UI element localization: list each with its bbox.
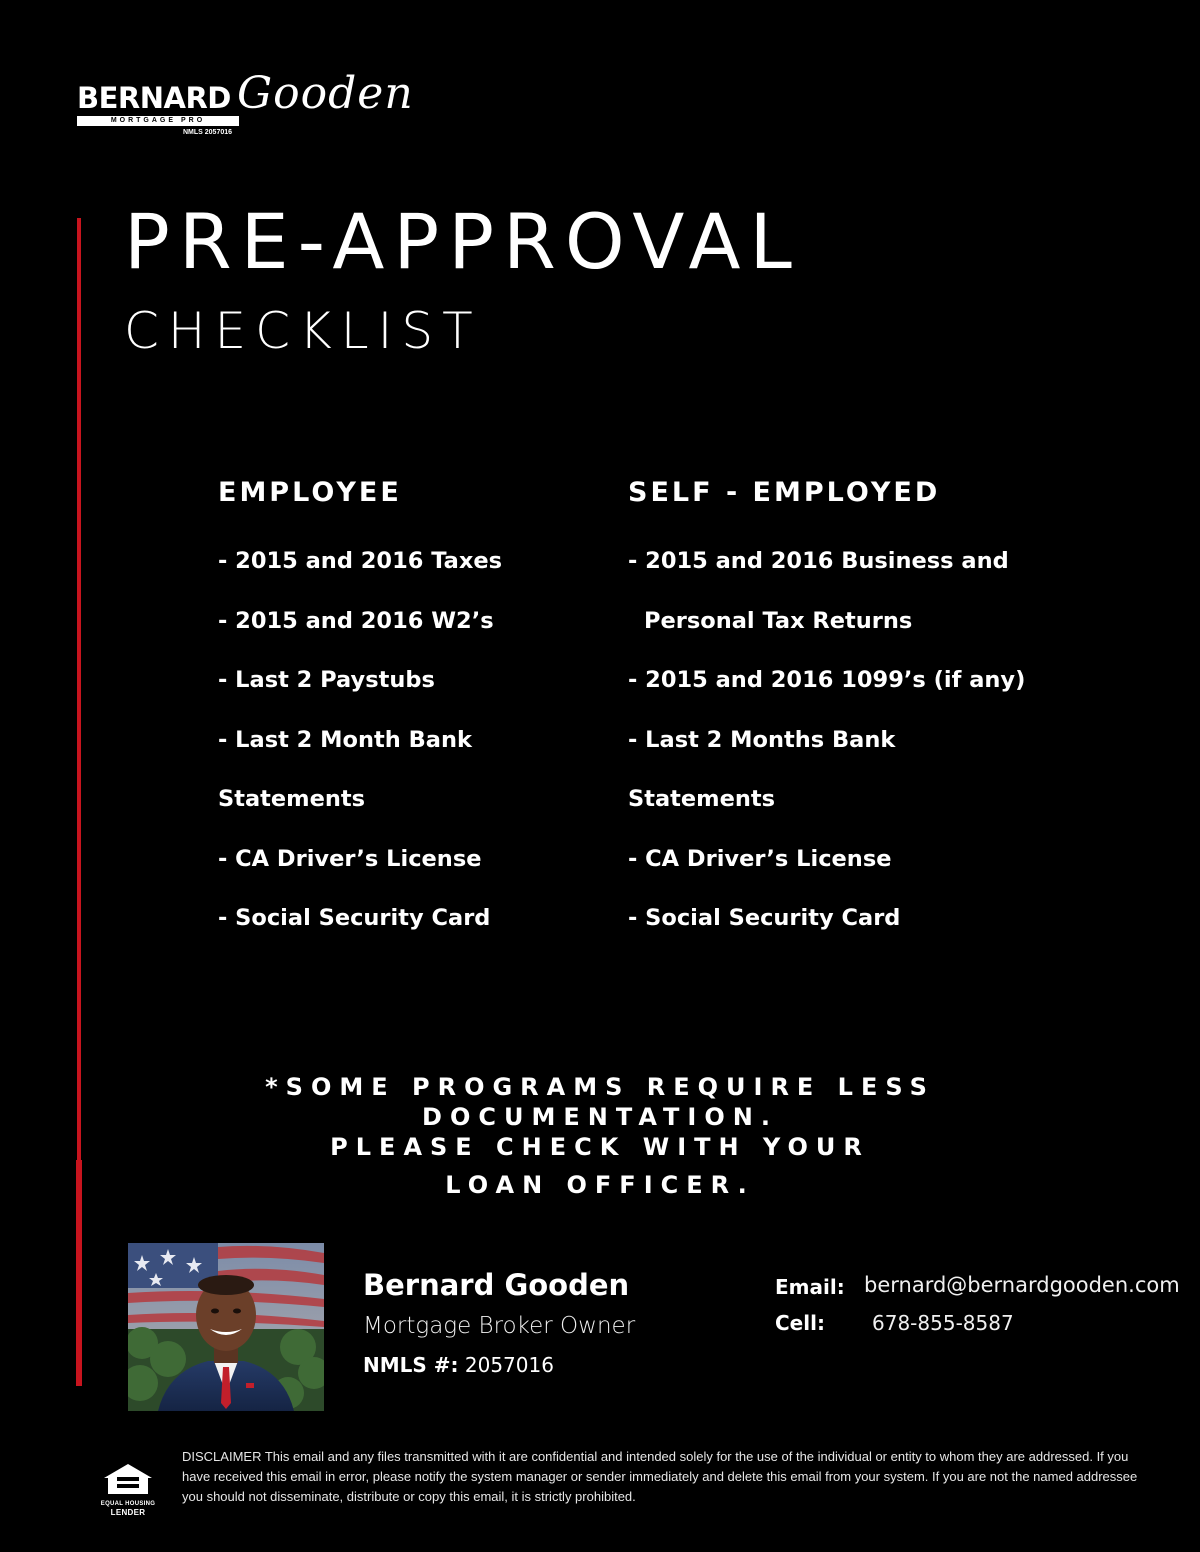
self-employed-list	[628, 532, 1048, 949]
nmls-value: 2057016	[464, 1353, 554, 1377]
list-item: - 2015 and 2016 W2’s	[218, 607, 494, 634]
employee-heading: EMPLOYEE	[218, 477, 402, 508]
list-item: - Last 2 Month Bank	[218, 726, 472, 753]
contact-nmls	[363, 1353, 554, 1377]
self-employed-heading: SELF - EMPLOYED	[628, 477, 941, 508]
list-item: - CA Driver’s License	[628, 845, 892, 872]
equal-housing-line1: EQUAL HOUSING	[100, 1501, 156, 1507]
list-item: - Last 2 Paystubs	[218, 667, 435, 693]
list-item: - Social Security Card	[218, 905, 491, 931]
page-subtitle: CHECKLIST	[124, 302, 482, 360]
email-label: Email:	[775, 1275, 845, 1299]
list-item: - 2015 and 2016 1099’s (if any)	[628, 667, 1026, 693]
note-line: PLEASE CHECK WITH YOUR	[330, 1133, 870, 1161]
contact-title: Mortgage Broker Owner	[363, 1313, 636, 1339]
logo	[77, 68, 414, 150]
equal-housing-logo	[100, 1462, 156, 1516]
documentation-note	[100, 1072, 1100, 1200]
nmls-label: NMLS #:	[363, 1353, 459, 1377]
cell-label: Cell:	[775, 1311, 825, 1335]
employee-list	[218, 532, 618, 949]
list-item: Statements	[628, 786, 776, 812]
page-title: PRE-APPROVAL	[124, 197, 801, 286]
note-line: LOAN OFFICER.	[445, 1171, 755, 1199]
logo-script: Gooden	[237, 68, 414, 119]
profile-photo-image	[128, 1243, 324, 1411]
list-item: - 2015 and 2016 Business and	[628, 548, 1009, 574]
note-line: *SOME PROGRAMS REQUIRE LESS DOCUMENTATION.	[265, 1073, 935, 1131]
profile-photo	[128, 1243, 324, 1411]
logo-brand: BERNARD	[77, 81, 231, 115]
equal-housing-line2: LENDER	[110, 1508, 146, 1517]
disclaimer-text: DISCLAIMER This email and any files transmitted with it are confidential and intended solely for the use of the individual or entity to whom they are addressed. If you have received this email in error, please notify the system manager or sender immediately and delete this email from your system. If you are not the named addressee you should not disseminate, distribute or copy this email, it is strictly prohibited.	[182, 1449, 1138, 1504]
list-item: - CA Driver’s License	[218, 845, 482, 872]
logo-tagline: MORTGAGE PRO	[110, 117, 206, 124]
employee-column	[218, 476, 618, 949]
email-link[interactable]: bernard@bernardgooden.com	[864, 1273, 1180, 1297]
cell-phone-link[interactable]: 678-855-8587	[872, 1311, 1014, 1335]
equal-housing-icon	[100, 1462, 156, 1496]
self-employed-column	[628, 476, 1048, 949]
red-accent-line	[77, 218, 81, 1164]
list-item: - 2015 and 2016 Taxes	[218, 548, 503, 574]
red-accent-line-lower	[76, 1160, 82, 1386]
list-item: Personal Tax Returns	[644, 607, 913, 634]
list-item: - Last 2 Months Bank	[628, 726, 896, 753]
list-item: Statements	[218, 786, 366, 812]
list-item: - Social Security Card	[628, 905, 901, 931]
logo-nmls: NMLS 2057016	[183, 129, 233, 136]
contact-name: Bernard Gooden	[363, 1268, 630, 1302]
